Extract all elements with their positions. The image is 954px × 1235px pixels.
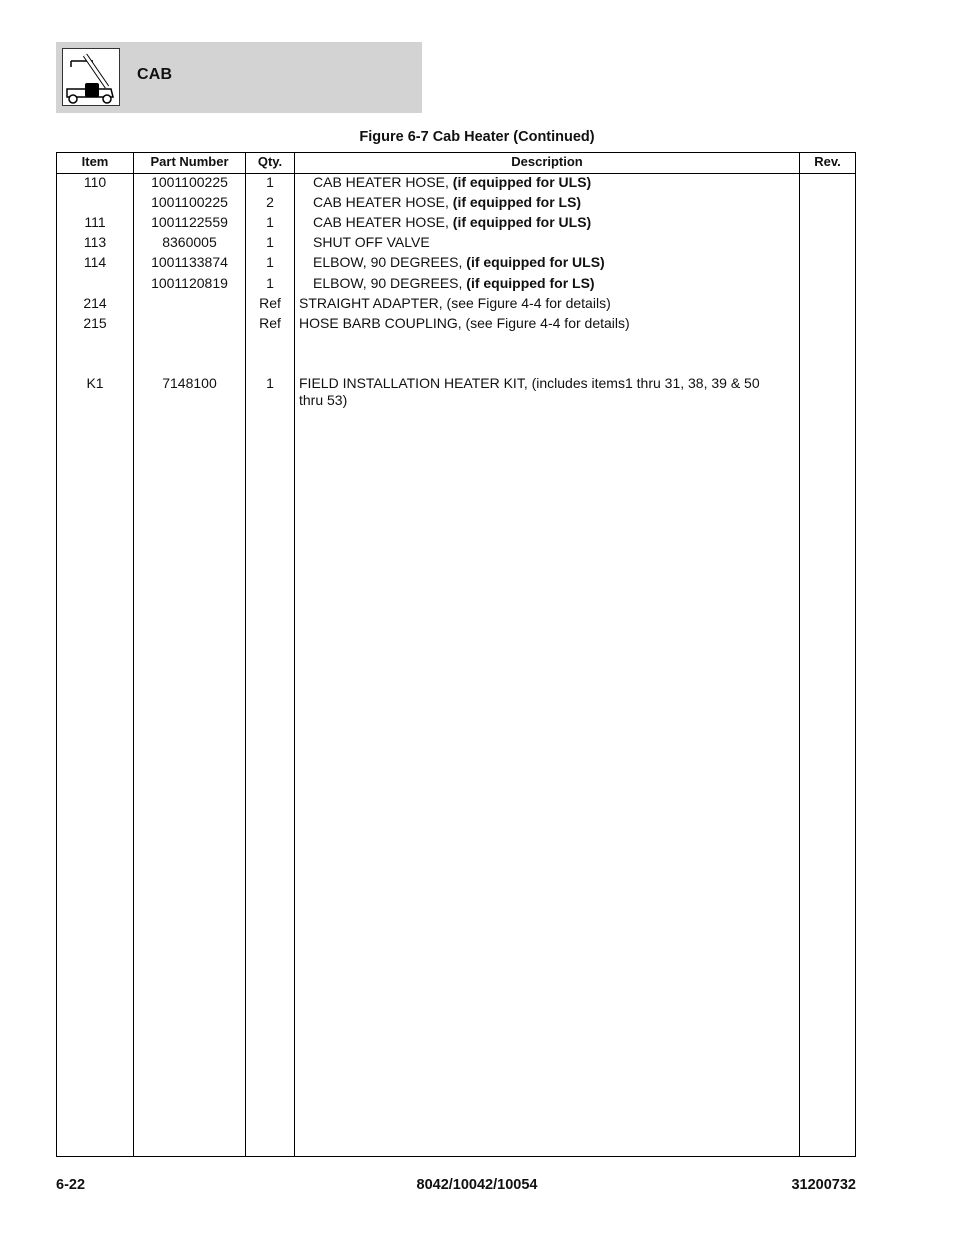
qty-cell: Ref: [259, 315, 281, 331]
qty-cell: 1: [266, 234, 274, 250]
description-qualifier: (if equipped for LS): [466, 275, 595, 291]
part-number-cell: 1001100225: [151, 174, 228, 190]
description-qualifier: (if equipped for ULS): [466, 254, 605, 270]
column-divider: [133, 153, 134, 1156]
item-cell: 113: [83, 234, 107, 250]
description-text: STRAIGHT ADAPTER, (see Figure 4-4 for details): [299, 295, 611, 311]
description-text: FIELD INSTALLATION HEATER KIT, (includes items1 thru 31, 38, 39 & 50 thru 53): [299, 375, 760, 408]
qty-cell: 1: [266, 275, 274, 291]
item-cell: 111: [84, 214, 106, 230]
column-header-item: Item: [81, 154, 109, 169]
part-number-cell: 1001133874: [151, 254, 228, 270]
description-cell: [299, 174, 783, 191]
item-cell: 215: [83, 315, 107, 331]
qty-cell: 2: [266, 194, 274, 210]
description-text: ELBOW, 90 DEGREES,: [313, 254, 467, 270]
column-header-qty: Qty.: [257, 154, 283, 169]
description-text: CAB HEATER HOSE,: [313, 194, 453, 210]
description-text: CAB HEATER HOSE,: [313, 214, 453, 230]
column-header-rev: Rev.: [814, 154, 841, 169]
part-number-cell: 1001122559: [151, 214, 228, 230]
scissor-lift-icon: [63, 49, 119, 105]
qty-cell: 1: [266, 375, 274, 391]
description-cell: [299, 234, 783, 251]
description-cell: [299, 254, 783, 271]
part-number-cell: 8360005: [162, 234, 217, 250]
parts-table: [56, 152, 856, 1157]
description-cell: [299, 375, 769, 409]
item-cell: 110: [83, 174, 107, 190]
description-text: ELBOW, 90 DEGREES,: [313, 275, 467, 291]
description-qualifier: (if equipped for ULS): [452, 214, 592, 230]
model-numbers: 8042/10042/10054: [416, 1177, 538, 1193]
description-text: SHUT OFF VALVE: [313, 234, 430, 250]
part-number-cell: 1001120819: [151, 275, 228, 291]
part-number-cell: 1001100225: [151, 194, 228, 210]
description-cell: [299, 275, 783, 292]
column-divider: [799, 153, 800, 1156]
description-text: HOSE BARB COUPLING, (see Figure 4-4 for details): [299, 315, 630, 331]
description-qualifier: (if equipped for LS): [452, 194, 582, 210]
qty-cell: 1: [266, 174, 274, 190]
qty-cell: Ref: [259, 295, 281, 311]
document-number: 31200732: [791, 1177, 856, 1193]
item-cell: 214: [83, 295, 107, 311]
description-cell: [299, 194, 783, 211]
description-cell: [299, 295, 769, 312]
qty-cell: 1: [266, 214, 274, 230]
page-number: 6-22: [56, 1177, 86, 1193]
figure-title: Figure 6-7 Cab Heater (Continued): [359, 129, 595, 145]
part-number-cell: 7148100: [162, 375, 217, 391]
section-title: CAB: [137, 66, 173, 83]
description-cell: [299, 315, 769, 332]
description-text: CAB HEATER HOSE,: [313, 174, 453, 190]
column-header-part-number: Part Number: [150, 154, 229, 169]
section-logo: [62, 48, 120, 106]
description-cell: [299, 214, 783, 231]
description-qualifier: (if equipped for ULS): [452, 174, 592, 190]
item-cell: K1: [86, 375, 104, 391]
column-header-description: Description: [511, 154, 583, 169]
column-divider: [294, 153, 295, 1156]
qty-cell: 1: [266, 254, 274, 270]
item-cell: 114: [83, 254, 107, 270]
